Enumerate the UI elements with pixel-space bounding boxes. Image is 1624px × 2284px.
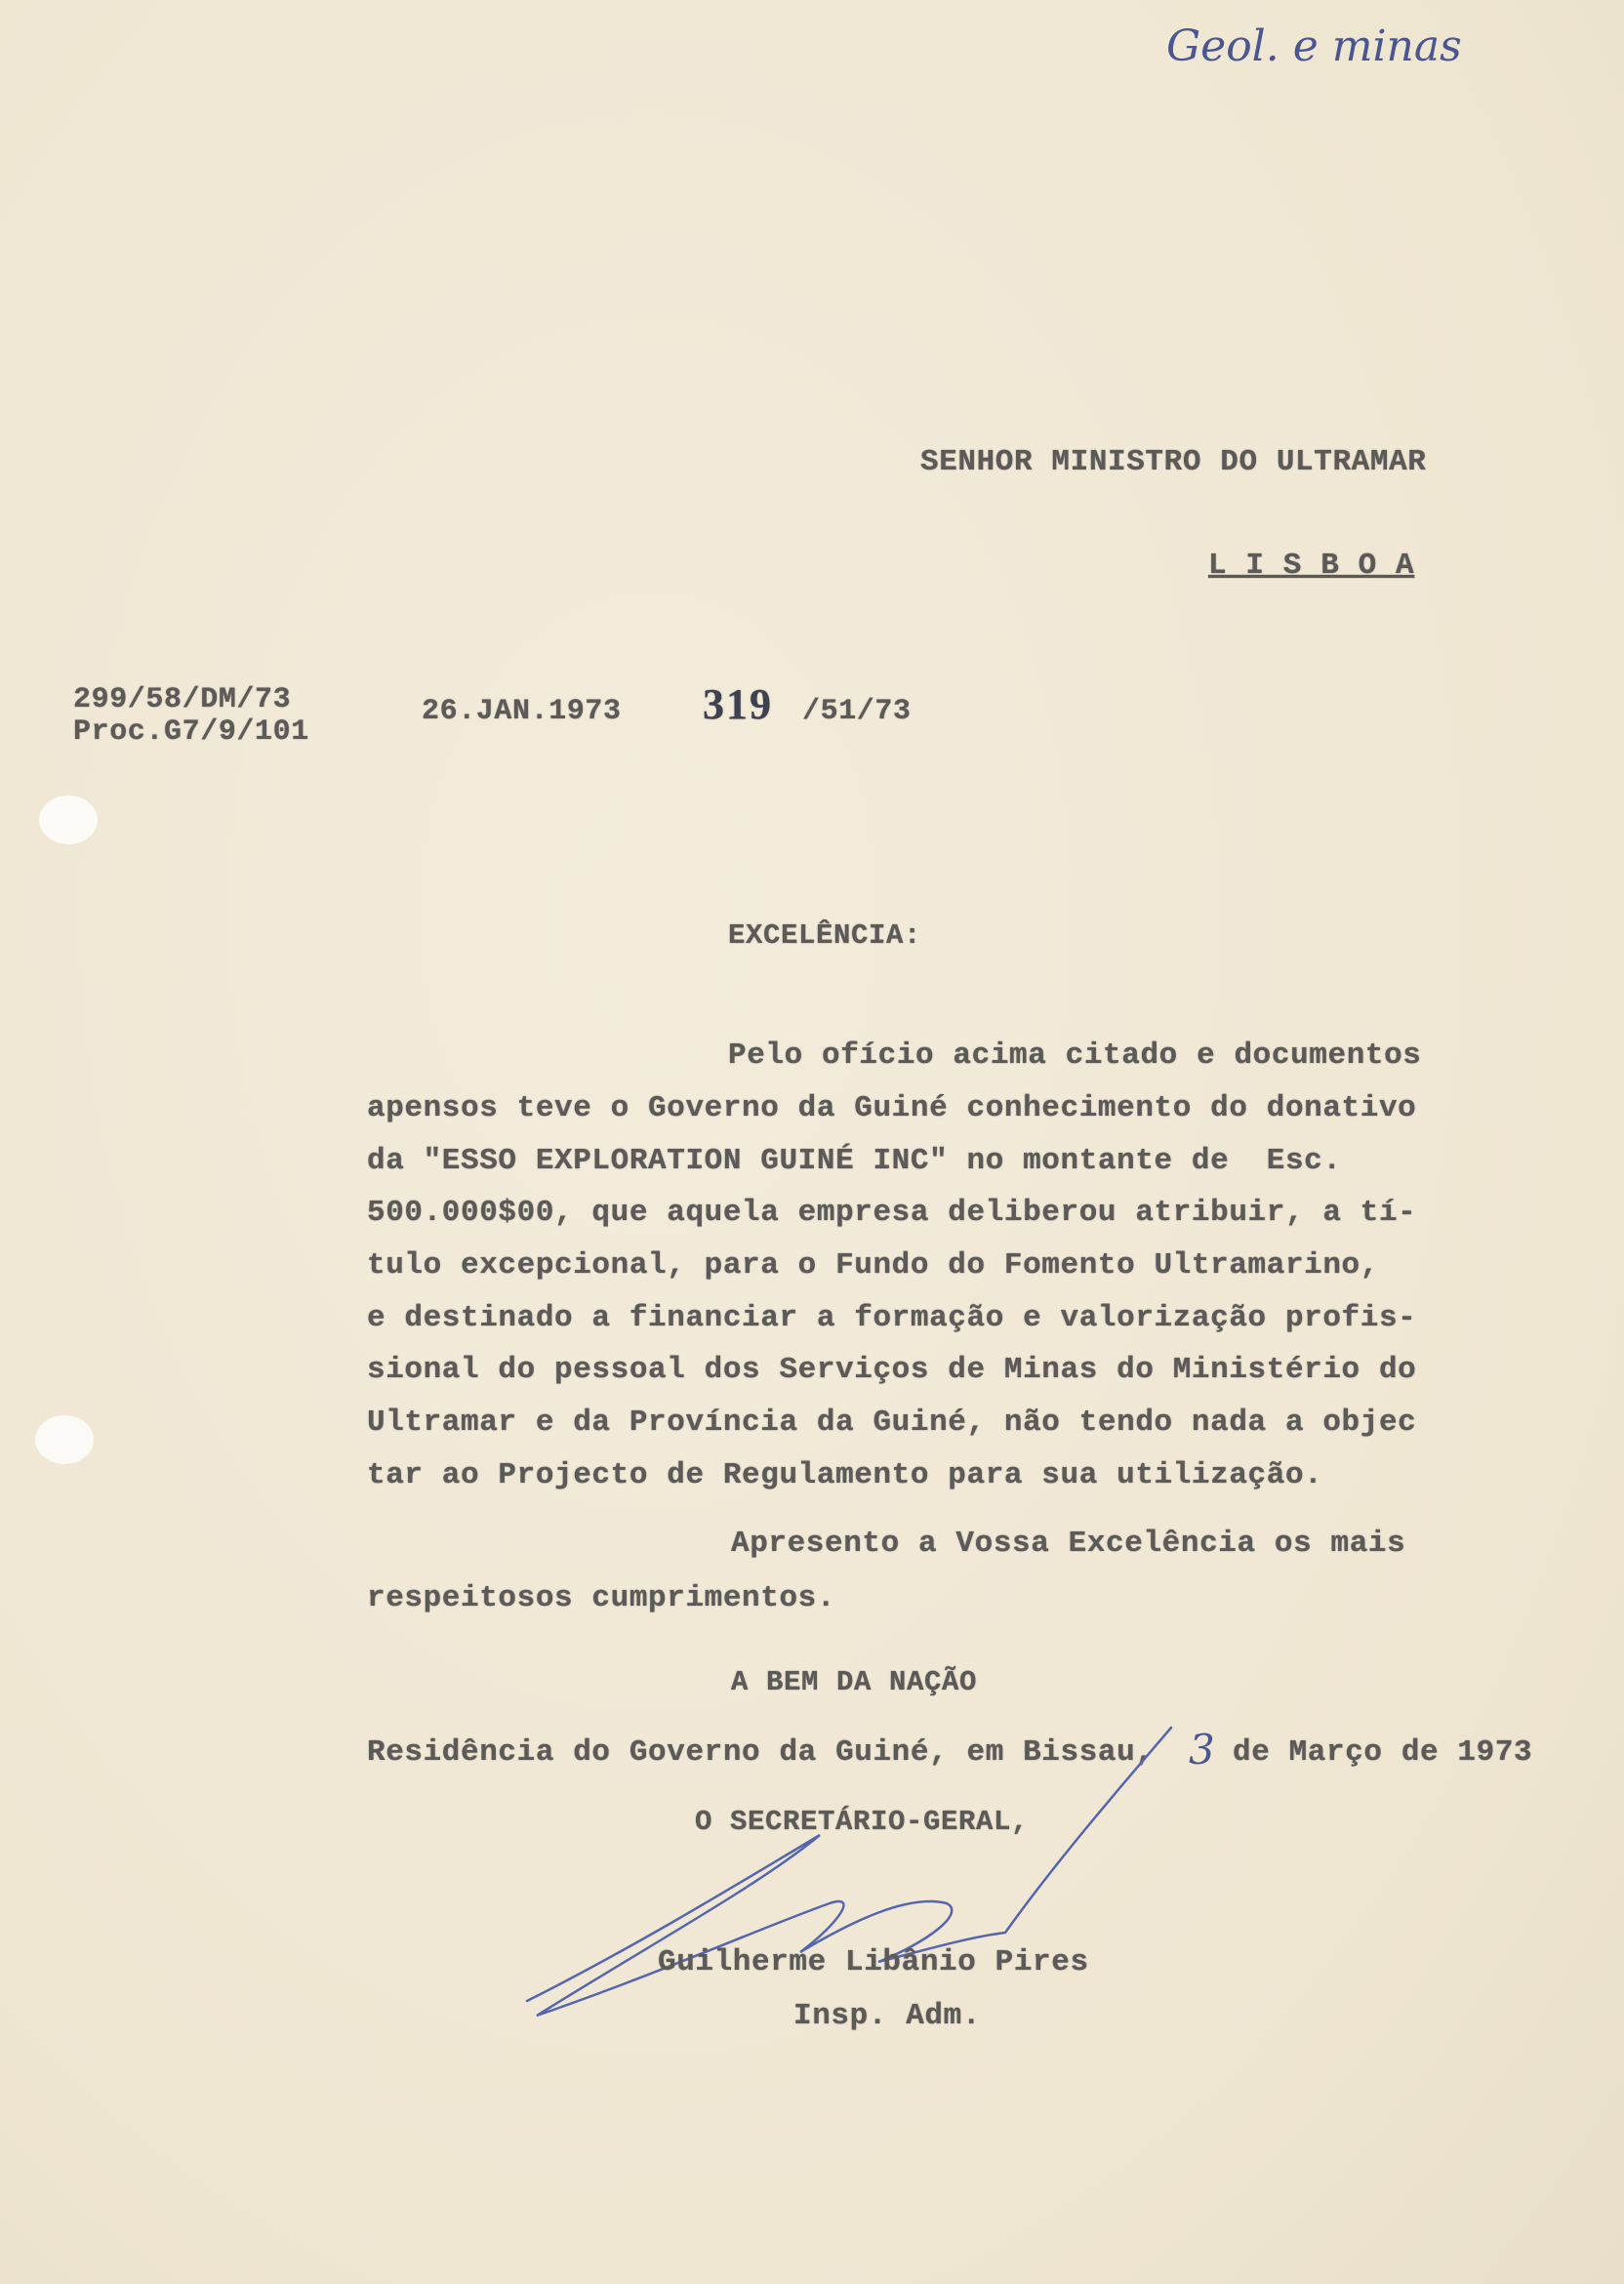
- body-line: 500.000$00, que aquela empresa deliberou atribuir, a tí-: [367, 1196, 1417, 1230]
- place-date-suffix: de Março de 1973: [1233, 1735, 1533, 1770]
- addressee: SENHOR MINISTRO DO ULTRAMAR: [920, 445, 1427, 479]
- handwritten-day: 3: [1189, 1726, 1215, 1774]
- body-line: Ultramar e da Província da Guiné, não tendo nada a objec: [367, 1406, 1417, 1440]
- place-date-prefix: Residência do Governo da Guiné, em Bissau,: [367, 1735, 1155, 1770]
- handwritten-annotation: Geol. e minas: [1166, 21, 1462, 71]
- body-line: e destinado a financiar a formação e valorização profis-: [367, 1301, 1417, 1335]
- reference-line-1: 299/58/DM/73: [73, 683, 292, 716]
- body-line: tulo excepcional, para o Fundo do Fomento Ultramarino,: [367, 1248, 1379, 1283]
- body-line: Pelo ofício acima citado e documentos: [728, 1039, 1422, 1073]
- body-line: sional do pessoal dos Serviços de Minas do Ministério do: [367, 1353, 1417, 1387]
- signatory-role: Insp. Adm.: [793, 1999, 982, 2033]
- body-line: apensos teve o Governo da Guiné conhecimento do donativo: [367, 1091, 1417, 1125]
- document-number-suffix: /51/73: [802, 695, 912, 728]
- punch-hole: [39, 795, 98, 844]
- body-line: da "ESSO EXPLORATION GUINÉ INC" no montante de Esc.: [367, 1144, 1342, 1178]
- signatory-name: Guilherme Libânio Pires: [658, 1945, 1089, 1979]
- signature-scribble: [508, 1718, 1191, 2030]
- motto: A BEM DA NAÇÃO: [731, 1666, 978, 1698]
- closing-line-1: Apresento a Vossa Excelência os mais: [731, 1527, 1406, 1561]
- signatory-title: O SECRETÁRIO-GERAL,: [695, 1806, 1030, 1838]
- closing-line-2: respeitosos cumprimentos.: [367, 1581, 836, 1615]
- salutation: EXCELÊNCIA:: [728, 919, 922, 952]
- body-line: tar ao Projecto de Regulamento para sua utilização.: [367, 1458, 1323, 1492]
- reference-line-2: Proc.G7/9/101: [73, 715, 309, 749]
- addressee-city: L I S B O A: [1208, 549, 1415, 583]
- document-date: 26.JAN.1973: [422, 695, 622, 728]
- punch-hole: [35, 1415, 94, 1464]
- document-number: 319: [703, 680, 773, 728]
